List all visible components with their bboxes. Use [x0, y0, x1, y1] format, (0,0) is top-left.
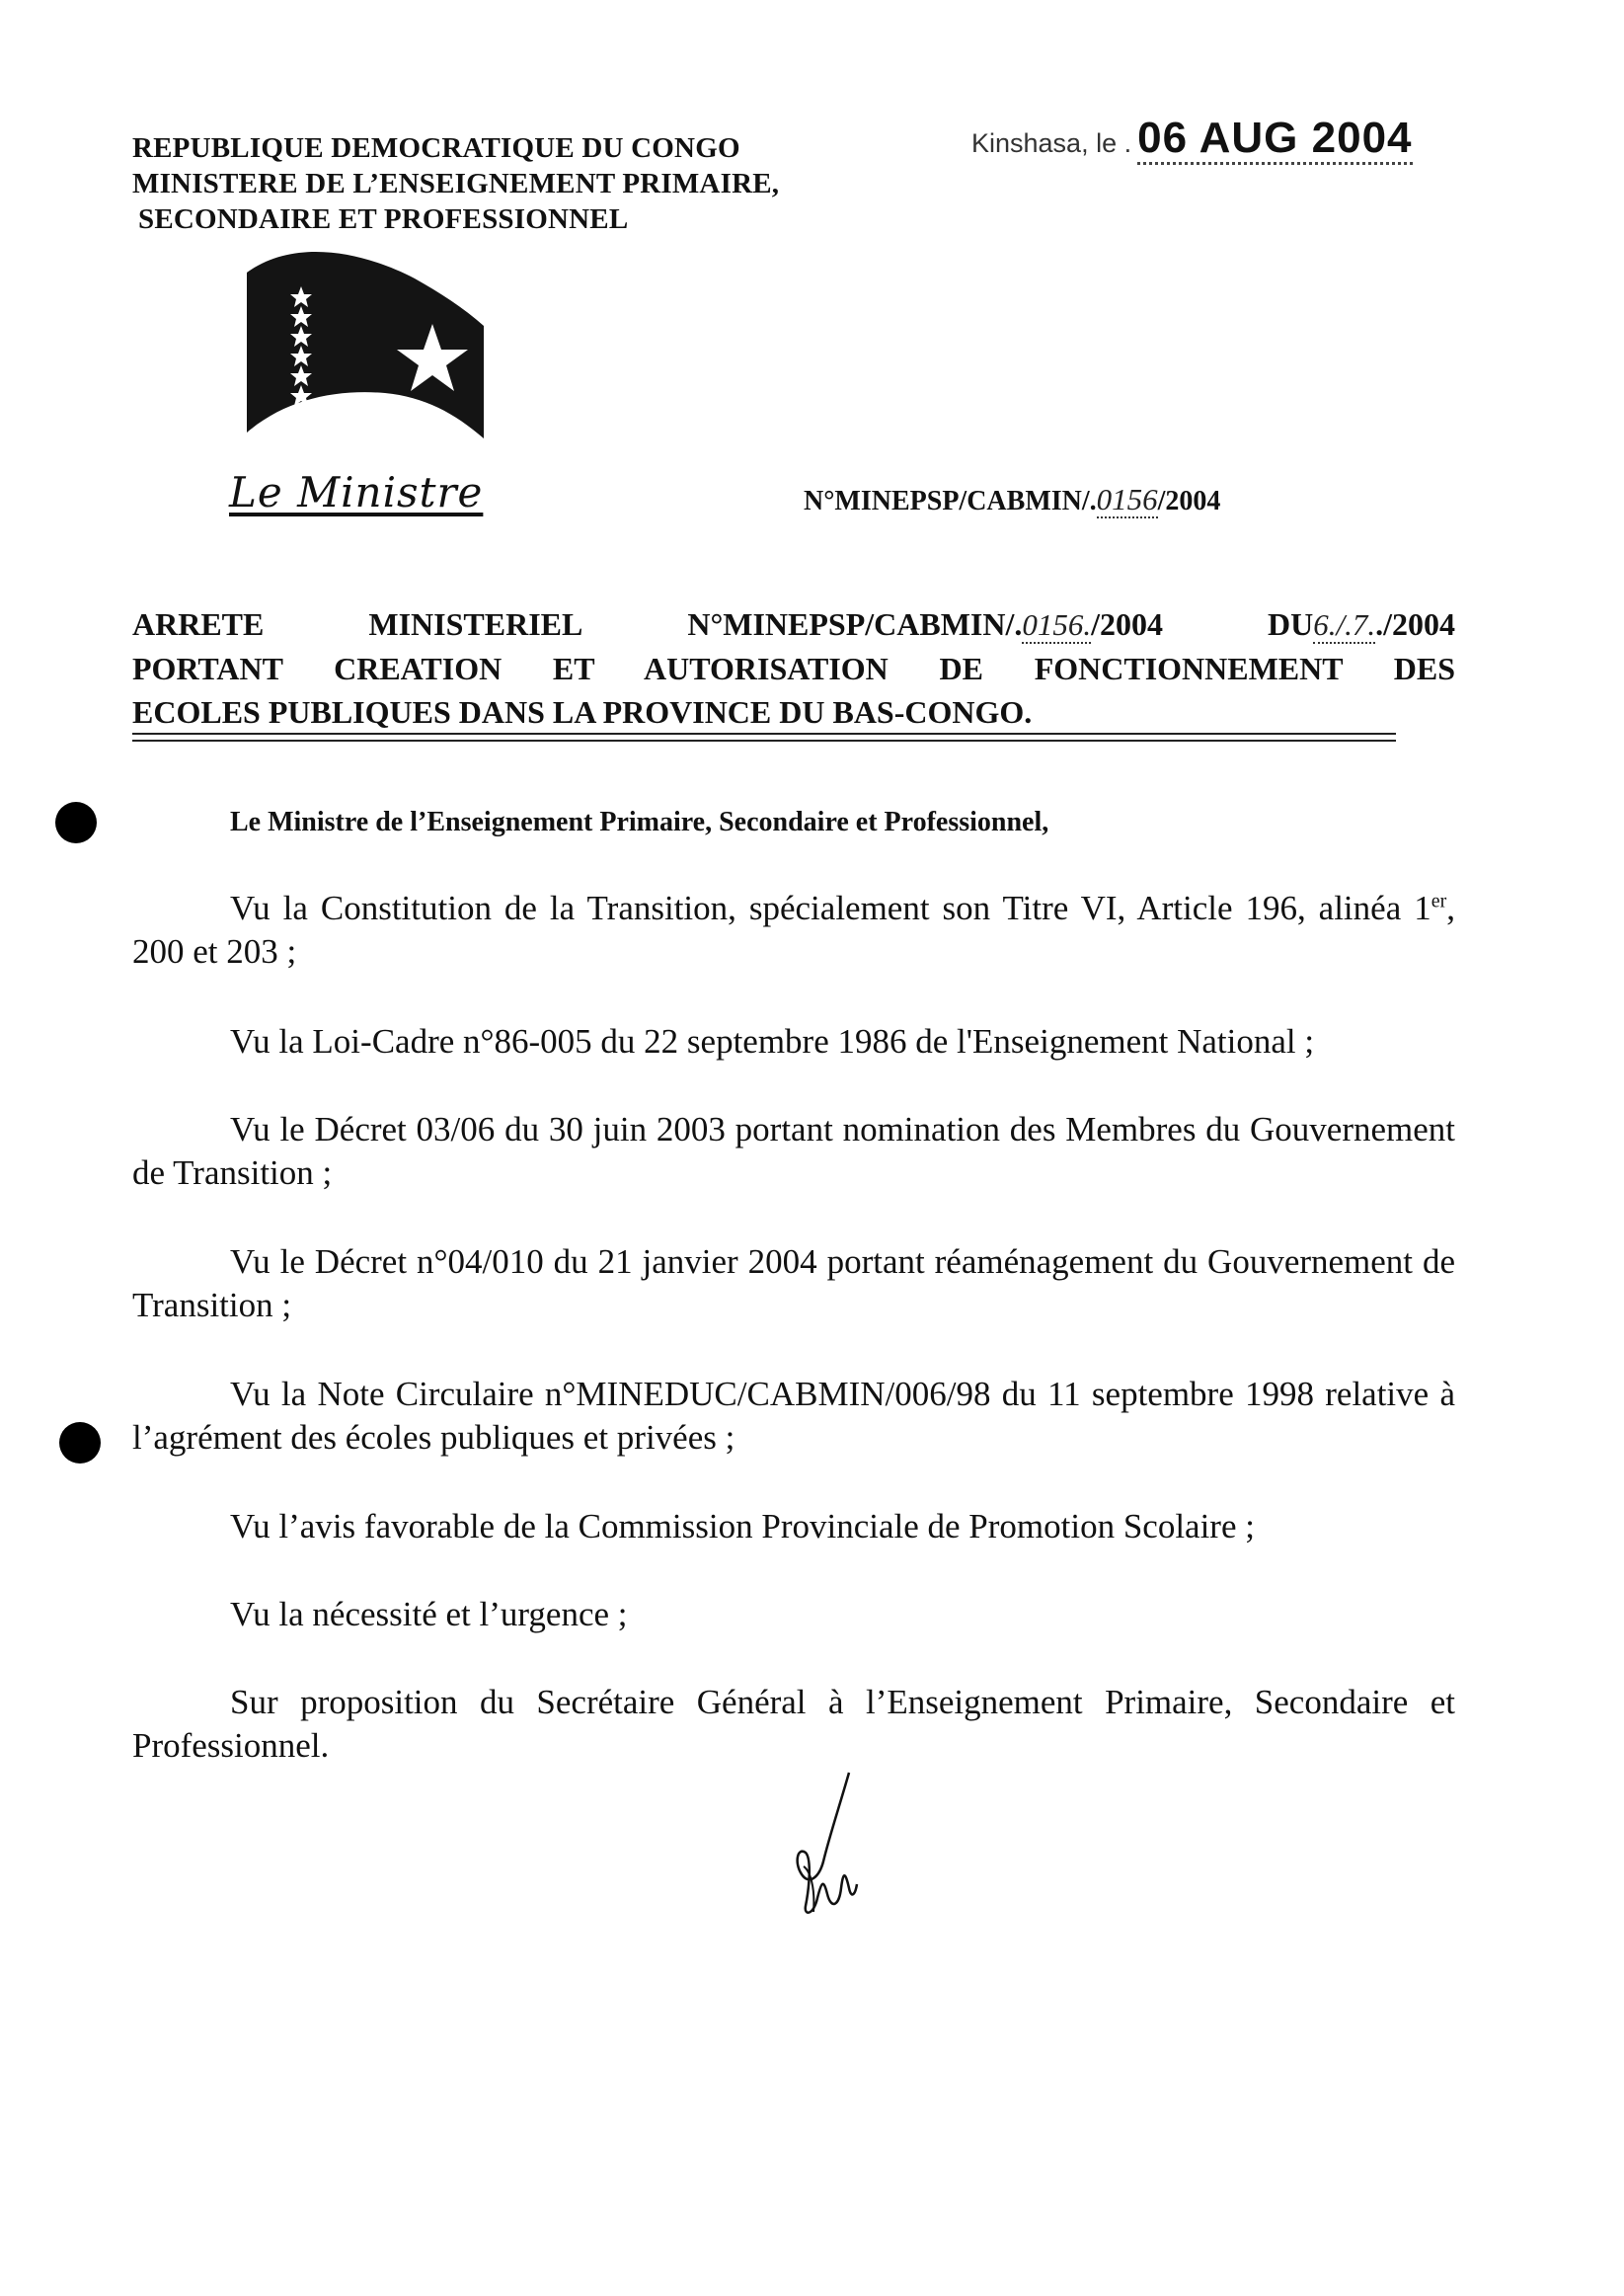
reference-prefix: N°MINEPSP/CABMIN/. [804, 486, 1097, 516]
title-number-prefix: N°MINEPSP/CABMIN/. [687, 606, 1023, 642]
title-handwritten-date: 6./.7. [1313, 607, 1376, 642]
paragraph-decret-04010 [132, 1240, 1455, 1327]
title-underline-1 [132, 733, 1396, 735]
header-line-2: MINISTERE DE L’ENSEIGNEMENT PRIMAIRE, [132, 168, 780, 199]
title-du: DU [1268, 606, 1314, 642]
title-underline-2 [132, 740, 1396, 742]
date-stamp: 06 AUG 2004 [1137, 117, 1412, 165]
paragraph-loi-cadre [132, 1020, 1455, 1064]
para-6: Vu l’avis favorable de la Commission Provinciale de Promotion Scolaire ; [230, 1507, 1255, 1545]
para-8: Sur proposition du Secrétaire Général à l’Enseignement Primaire, Secondaire et Professionnel. [132, 1683, 1455, 1765]
title-line-3: ECOLES PUBLIQUES DANS LA PROVINCE DU BAS-CONGO. [132, 694, 1033, 730]
header-line-1: REPUBLIQUE DEMOCRATIQUE DU CONGO [132, 132, 740, 164]
para-5: Vu la Note Circulaire n°MINEDUC/CABMIN/006/98 du 11 septembre 1998 relative à l’agrément des écoles publiques et privées ; [132, 1375, 1455, 1457]
para-7: Vu la nécessité et l’urgence ; [230, 1595, 628, 1633]
black-dot-icon [55, 802, 97, 843]
title-handwritten-number: 0156. [1022, 607, 1092, 642]
decree-title [132, 602, 1455, 734]
reference-number [804, 482, 1220, 517]
minister-signature-label: Le Ministre [229, 468, 484, 516]
title-arrete: ARRETE [132, 606, 265, 642]
drc-flag-icon [237, 245, 494, 442]
para-1-end: , 200 et 203 ; [132, 889, 1455, 971]
header-line-3: SECONDAIRE ET PROFESSIONNEL [138, 203, 629, 235]
title-number-suffix: /2004 [1091, 606, 1163, 642]
date-label: Kinshasa, le . [971, 128, 1132, 158]
title-line-1 [132, 602, 1455, 647]
paragraph-avis-favorable [132, 1505, 1455, 1548]
paragraph-decret-0306 [132, 1108, 1455, 1195]
handwritten-initials-icon [780, 1768, 879, 1926]
reference-handwritten-number: 0156 [1096, 482, 1158, 516]
paragraph-necessite [132, 1593, 1455, 1636]
para-3: Vu le Décret 03/06 du 30 juin 2003 portant nomination des Membres du Gouvernement de Transition ; [132, 1110, 1455, 1192]
para-1-main: Vu la Constitution de la Transition, spécialement son Titre VI, Article 196, alinéa 1 [230, 889, 1431, 927]
ministry-header [132, 130, 779, 237]
para-4: Vu le Décret n°04/010 du 21 janvier 2004 portant réaménagement du Gouvernement de Transition ; [132, 1242, 1455, 1324]
paragraph-note-circulaire [132, 1373, 1455, 1460]
para-2: Vu la Loi-Cadre n°86-005 du 22 septembre 1986 de l'Enseignement National ; [230, 1022, 1315, 1061]
para-1-sup: er [1431, 890, 1447, 912]
date-line [971, 114, 1413, 165]
title-date [1268, 602, 1455, 647]
title-date-suffix: ./2004 [1375, 606, 1455, 642]
intro-line: Le Ministre de l’Enseignement Primaire, Secondaire et Professionnel, [230, 807, 1049, 837]
reference-suffix: /2004 [1157, 486, 1221, 516]
title-line-2: PORTANT CREATION ET AUTORISATION DE FONCTIONNEMENT DES [132, 651, 1455, 686]
black-dot-icon [59, 1422, 101, 1464]
paragraph-proposition [132, 1681, 1455, 1768]
title-ministeriel: MINISTERIEL [368, 606, 583, 642]
paragraph-constitution [132, 887, 1455, 974]
title-number [687, 602, 1163, 647]
